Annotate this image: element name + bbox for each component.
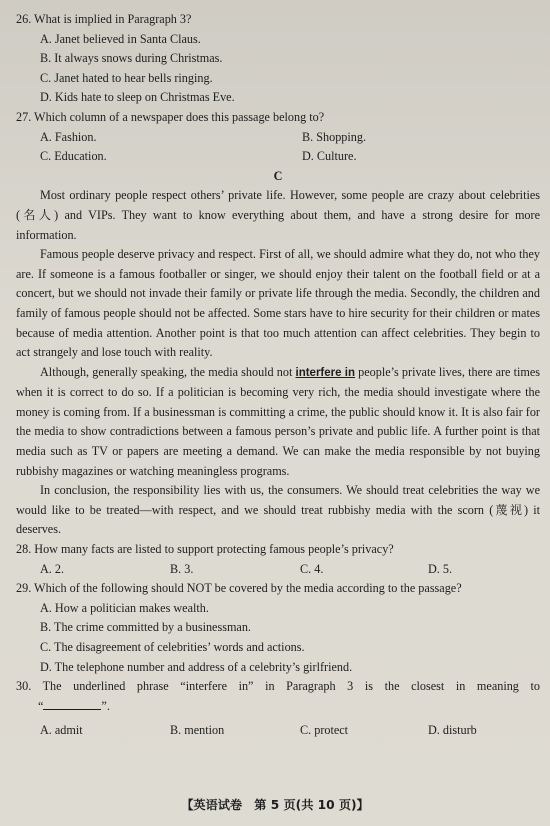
option-d: D. The telephone number and address of a celebrity’s girlfriend. <box>40 659 353 674</box>
question-stem: 26. What is implied in Paragraph 3? <box>16 12 192 26</box>
question-stem: 27. Which column of a newspaper does this passage belong to? <box>16 109 325 124</box>
option-d: D. Kids hate to sleep on Christmas Eve. <box>40 90 235 105</box>
option-c: C. Education. <box>40 149 107 164</box>
paragraph-4: In conclusion, the responsibility lies with us, the consumers. We should treat celebrities the way we would like to be treated—with respect, and we should treat rubbishy media with the scorn (蔑视) it deserves. <box>16 483 540 537</box>
option-a: A. Janet believed in Santa Claus. <box>40 31 201 46</box>
question-28 <box>16 540 540 579</box>
answer-blank <box>38 697 540 717</box>
section-heading: C <box>273 168 283 183</box>
option-a: A. 2. <box>40 561 65 576</box>
paragraph-2: Famous people deserve privacy and respect. First of all, we should admire what they do, not who they are. If someone is a famous footballer or singer, we should enjoy their talent on the football field or at a concert, but we should not invade their family or private life through the media. Secondly, the children and family of famous people should not be affected. Some stars have to hire security for their children or mates because of media attention. Another point is that too much attention can affect celebrities. They begin to act strangely and lose touch with reality. <box>16 247 540 360</box>
question-29 <box>16 579 540 677</box>
option-a: A. admit <box>40 723 83 738</box>
option-a: A. Fashion. <box>40 129 97 144</box>
option-b: B. 3. <box>170 561 194 576</box>
paragraph-3-start: Although, generally speaking, the media should not <box>40 364 296 379</box>
option-c: C. The disagreement of celebrities’ words and actions. <box>40 640 305 654</box>
question-30 <box>16 677 540 741</box>
question-stem: 29. Which of the following should NOT be covered by the media according to the passage? <box>16 581 462 596</box>
option-b: B. It always snows during Christmas. <box>40 51 223 66</box>
option-d: D. disturb <box>428 723 477 738</box>
option-b: B. The crime committed by a businessman. <box>40 620 251 635</box>
option-d: D. Culture. <box>302 149 357 164</box>
option-d: D. 5. <box>428 561 453 576</box>
question-27 <box>16 108 540 167</box>
option-c: C. protect <box>300 723 349 738</box>
option-c: C. 4. <box>300 561 324 576</box>
underlined-phrase: interfere in <box>295 366 356 379</box>
option-a: A. How a politician makes wealth. <box>40 600 209 615</box>
reading-passage <box>16 186 540 540</box>
paragraph-1: Most ordinary people respect others’ private life. However, some people are crazy about celebrities (名人) and VIPs. They want to know everything about them, and have a strong desire for more information. <box>16 188 540 242</box>
paragraph-3-end: people’s private lives, there are times when it is correct to do so. If a politician is becoming very rich, the media should investigate where the money is coming from. If a businessman is committing a crime, the public should know it. It is also fair for the media to show contradictions between a famous person’s private and public life. A further point is that media such as TV or papers are meeting a demand. We can make the media responsible by not buying rubbishy magazines or watching meaningless programs. <box>16 364 541 478</box>
blank-line <box>43 697 101 710</box>
question-stem: 30. The underlined phrase “interfere in” in Paragraph 3 is the closest in meaning to <box>16 679 540 694</box>
paragraph-3 <box>16 363 540 482</box>
option-b: B. mention <box>170 723 225 738</box>
question-stem: 28. How many facts are listed to support protecting famous people’s privacy? <box>16 542 394 557</box>
page-footer: 【英语试卷 第 5 页(共 10 页)】 <box>181 798 369 812</box>
blank-close-quote: ”. <box>101 698 110 713</box>
question-26 <box>16 10 540 108</box>
option-b: B. Shopping. <box>302 129 366 144</box>
blank-open-quote: “ <box>38 698 44 713</box>
option-c: C. Janet hated to hear bells ringing. <box>40 70 213 85</box>
